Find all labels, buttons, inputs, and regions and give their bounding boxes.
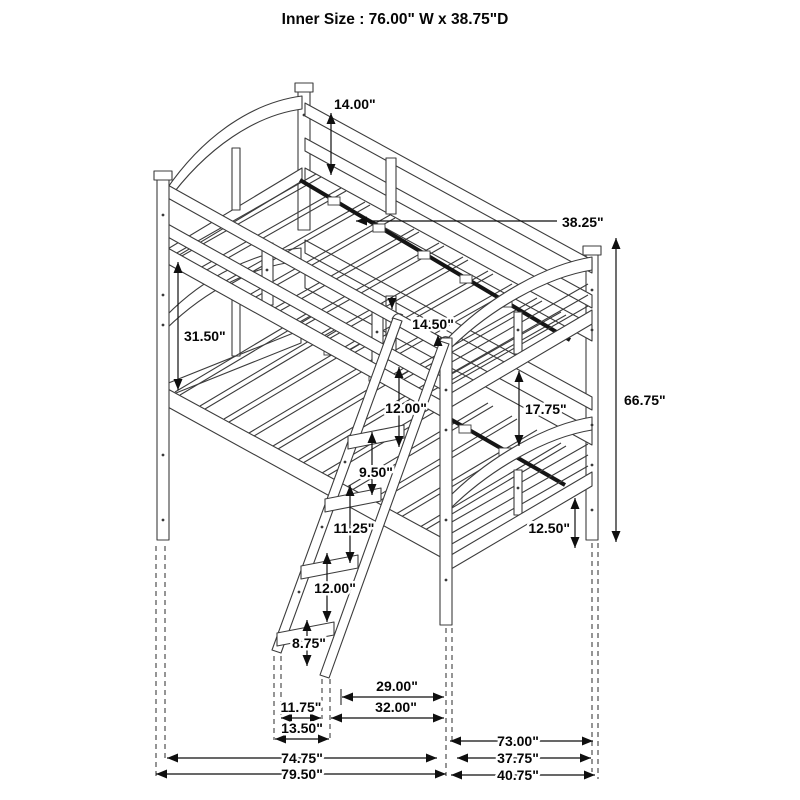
dim-label-ladder-offset-inner: 29.00" bbox=[376, 678, 418, 694]
dim-label-rung-spacing-top: 9.50" bbox=[359, 464, 393, 480]
dim-label-inner-length: 73.00" bbox=[497, 733, 539, 749]
dim-label-overall-depth: 40.75" bbox=[497, 767, 539, 783]
dim-overall-length bbox=[156, 766, 446, 782]
dim-overall-depth bbox=[451, 767, 595, 783]
dim-ladder-width-inner bbox=[281, 699, 322, 718]
dim-label-foot-gap-height: 17.75" bbox=[525, 401, 567, 417]
front-right-post bbox=[440, 338, 452, 625]
diagram-title: Inner Size : 76.00" W x 38.75"D bbox=[281, 11, 509, 28]
dim-label-ladder-width-inner: 11.75" bbox=[280, 699, 322, 715]
dim-label-ladder-bottom-height: 8.75" bbox=[292, 635, 326, 651]
dim-label-overall-length: 79.50" bbox=[281, 766, 323, 782]
dim-upper-depth bbox=[457, 750, 591, 766]
dim-label-ladder-top-spacing: 12.00" bbox=[385, 400, 427, 416]
front-left-post bbox=[154, 171, 172, 540]
dim-label-head-guard-height: 14.00" bbox=[334, 96, 376, 112]
dim-ladder-width-outer bbox=[275, 720, 329, 739]
dim-label-lower-rail-clearance: 12.50" bbox=[528, 520, 570, 536]
dim-label-length-to-ladder: 74.75" bbox=[281, 750, 323, 766]
dim-overall-height bbox=[616, 238, 666, 542]
bed-structure bbox=[154, 83, 601, 779]
dim-length-to-ladder bbox=[167, 750, 437, 766]
dim-label-guard-rail-height: 14.50" bbox=[412, 316, 454, 332]
dim-inner-length bbox=[450, 733, 593, 749]
dim-label-support-rail-length: 38.25" bbox=[562, 214, 604, 230]
dim-label-overall-height: 66.75" bbox=[624, 392, 666, 408]
dim-label-bunk-gap-height: 31.50" bbox=[184, 328, 226, 344]
dim-label-rung-spacing-mid: 11.25" bbox=[333, 520, 375, 536]
dim-label-upper-depth: 37.75" bbox=[497, 750, 539, 766]
dim-label-ladder-offset-outer: 32.00" bbox=[375, 699, 417, 715]
dim-label-rung-spacing-lower: 12.00" bbox=[314, 580, 356, 596]
dim-label-ladder-width-outer: 13.50" bbox=[281, 720, 323, 736]
dim-ladder-offset-outer bbox=[331, 699, 444, 718]
